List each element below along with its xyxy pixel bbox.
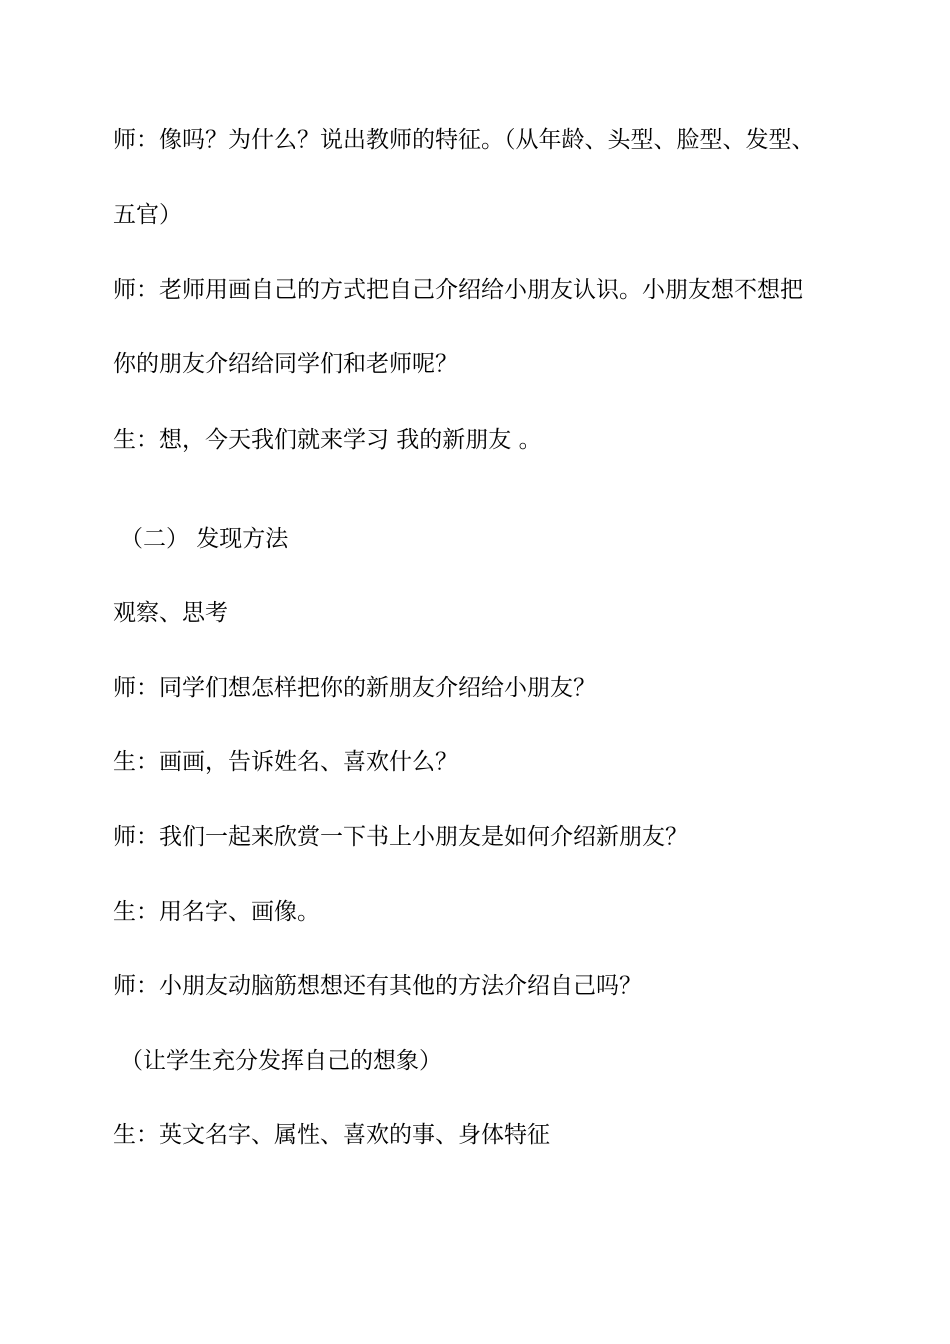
paragraph-line: 观察、思考 (113, 600, 228, 626)
section-heading: （二） 发现方法 (120, 526, 289, 552)
paragraph-line: 生：想，今天我们就来学习 我的新朋友 。 (113, 427, 542, 453)
paragraph-line: （让学生充分发挥自己的想象） (120, 1048, 442, 1074)
paragraph-line: 师：同学们想怎样把你的新朋友介绍给小朋友？ (113, 675, 596, 701)
paragraph-line: 师：像吗？为什么？说出教师的特征。（从年龄、头型、脸型、发型、 (113, 127, 815, 153)
paragraph-line: 五官） (113, 202, 182, 228)
paragraph-line: 生：画画，告诉姓名、喜欢什么？ (113, 749, 458, 775)
paragraph-line: 师：我们一起来欣赏一下书上小朋友是如何介绍新朋友？ (113, 824, 688, 850)
paragraph-line: 师：老师用画自己的方式把自己介绍给小朋友认识。小朋友想不想把 (113, 277, 803, 303)
paragraph-line: 生：用名字、画像。 (113, 899, 320, 925)
paragraph-line: 师：小朋友动脑筋想想还有其他的方法介绍自己吗？ (113, 973, 642, 999)
paragraph-line: 生：英文名字、属性、喜欢的事、身体特征 (113, 1122, 550, 1148)
paragraph-line: 你的朋友介绍给同学们和老师呢？ (113, 351, 458, 377)
